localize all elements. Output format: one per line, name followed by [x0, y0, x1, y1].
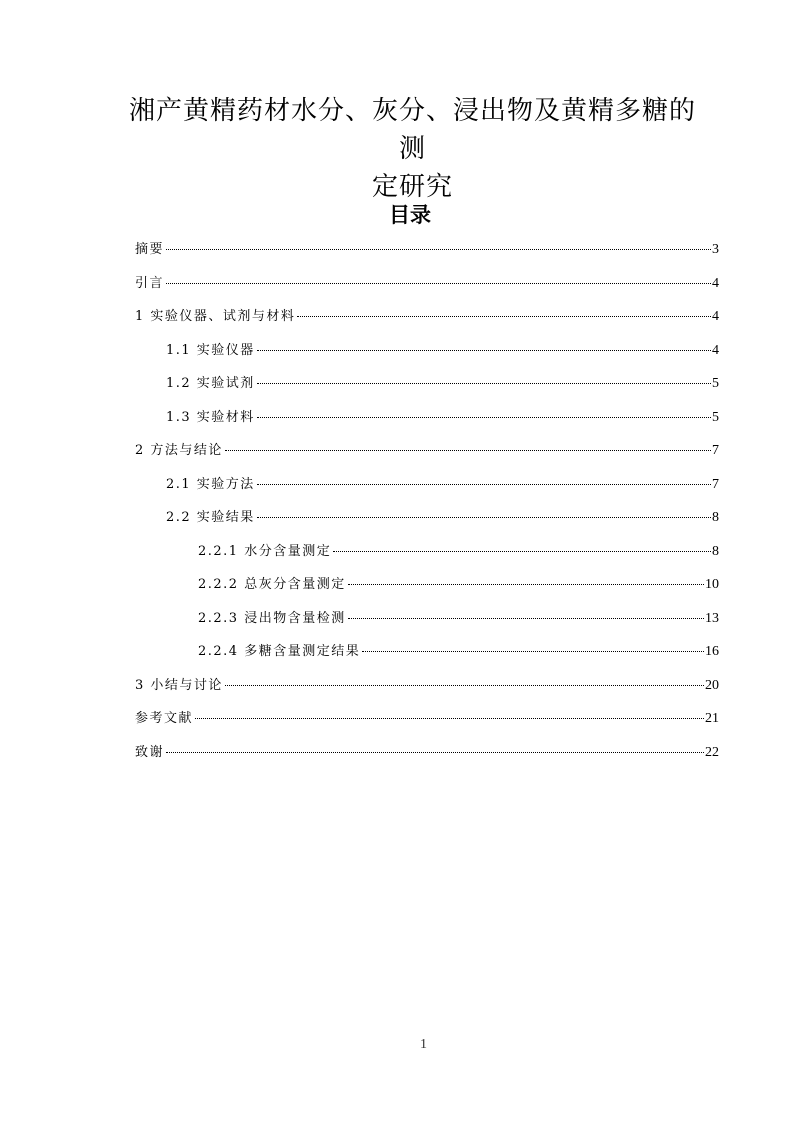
toc-entry-page-number: 8: [712, 543, 719, 559]
toc-entry-label: 3 小结与讨论: [135, 677, 223, 693]
toc-entry-section-2-2-4[interactable]: [135, 640, 719, 674]
toc-entry-references[interactable]: [135, 707, 719, 741]
toc-dot-leader: [225, 685, 704, 686]
toc-entry-page-number: 20: [705, 677, 719, 693]
toc-entry-page-number: 4: [712, 275, 719, 291]
toc-entry-page-number: 16: [705, 644, 719, 659]
toc-entry-page-number: 4: [712, 342, 719, 358]
toc-dot-leader: [257, 517, 711, 518]
toc-entry-label: 致谢: [135, 744, 165, 760]
toc-entry-page-number: 21: [705, 711, 719, 726]
toc-dot-leader: [348, 618, 704, 619]
toc-entry-page-number: 7: [712, 476, 719, 492]
toc-dot-leader: [257, 417, 711, 418]
toc-entry-section-2[interactable]: [135, 439, 719, 473]
toc-entry-page-number: 8: [712, 510, 719, 525]
toc-dot-leader: [257, 350, 711, 351]
toc-dot-leader: [195, 718, 704, 719]
toc-entry-label: 1.2 实验试剂: [166, 376, 255, 391]
toc-entry-label: 2.2.3 浸出物含量检测: [198, 610, 346, 626]
toc-dot-leader: [297, 316, 711, 317]
toc-entry-section-1-2[interactable]: [135, 372, 719, 406]
toc-entry-label: 参考文献: [135, 711, 194, 726]
toc-entry-section-1-1[interactable]: [135, 339, 719, 373]
toc-entry-section-2-2-1[interactable]: [135, 540, 719, 574]
toc-entry-page-number: 13: [705, 610, 719, 626]
toc-entry-section-2-1[interactable]: [135, 473, 719, 507]
toc-entry-label: 2 方法与结论: [135, 443, 223, 458]
toc-dot-leader: [166, 249, 711, 250]
toc-entry-label: 2.1 实验方法: [166, 476, 255, 492]
toc-entry-section-3[interactable]: [135, 674, 719, 708]
toc-entry-label: 引言: [135, 275, 165, 291]
toc-dot-leader: [362, 651, 704, 652]
toc-entry-page-number: 7: [712, 443, 719, 458]
toc-entry-section-2-2-3[interactable]: [135, 607, 719, 641]
table-of-contents: [135, 238, 719, 774]
toc-entry-page-number: 5: [712, 409, 719, 425]
toc-dot-leader: [348, 584, 704, 585]
toc-entry-page-number: 4: [712, 309, 719, 324]
toc-entry-label: 2.2.1 水分含量测定: [198, 543, 332, 559]
toc-entry-introduction[interactable]: [135, 272, 719, 306]
document-title: [120, 92, 705, 206]
toc-entry-label: 1.1 实验仪器: [166, 342, 255, 358]
toc-dot-leader: [257, 383, 711, 384]
toc-entry-section-1-3[interactable]: [135, 406, 719, 440]
toc-entry-label: 1 实验仪器、试剂与材料: [135, 309, 296, 324]
toc-dot-leader: [257, 484, 711, 485]
toc-entry-label: 摘要: [135, 242, 165, 257]
toc-entry-label: 2.2.2 总灰分含量测定: [198, 577, 346, 592]
toc-entry-page-number: 3: [712, 242, 719, 257]
toc-entry-section-1[interactable]: [135, 305, 719, 339]
page-number: 1: [420, 1037, 427, 1052]
toc-dot-leader: [166, 752, 704, 753]
toc-entry-section-2-2-2[interactable]: [135, 573, 719, 607]
toc-dot-leader: [225, 450, 711, 451]
toc-entry-page-number: 10: [705, 577, 719, 592]
toc-dot-leader: [166, 283, 711, 284]
toc-entry-page-number: 22: [705, 744, 719, 760]
toc-entry-label: 2.2 实验结果: [166, 510, 255, 525]
toc-entry-page-number: 5: [712, 376, 719, 391]
toc-dot-leader: [333, 551, 711, 552]
document-title-line-1: 湘产黄精药材水分、灰分、浸出物及黄精多糖的测: [128, 96, 696, 164]
toc-entry-label: 2.2.4 多糖含量测定结果: [198, 644, 361, 659]
toc-entry-label: 1.3 实验材料: [166, 409, 255, 425]
table-of-contents-heading: 目录: [389, 203, 431, 227]
document-title-line-2: 定研究: [371, 172, 453, 202]
toc-entry-section-2-2[interactable]: [135, 506, 719, 540]
toc-entry-abstract[interactable]: [135, 238, 719, 272]
toc-entry-acknowledgements[interactable]: [135, 741, 719, 775]
